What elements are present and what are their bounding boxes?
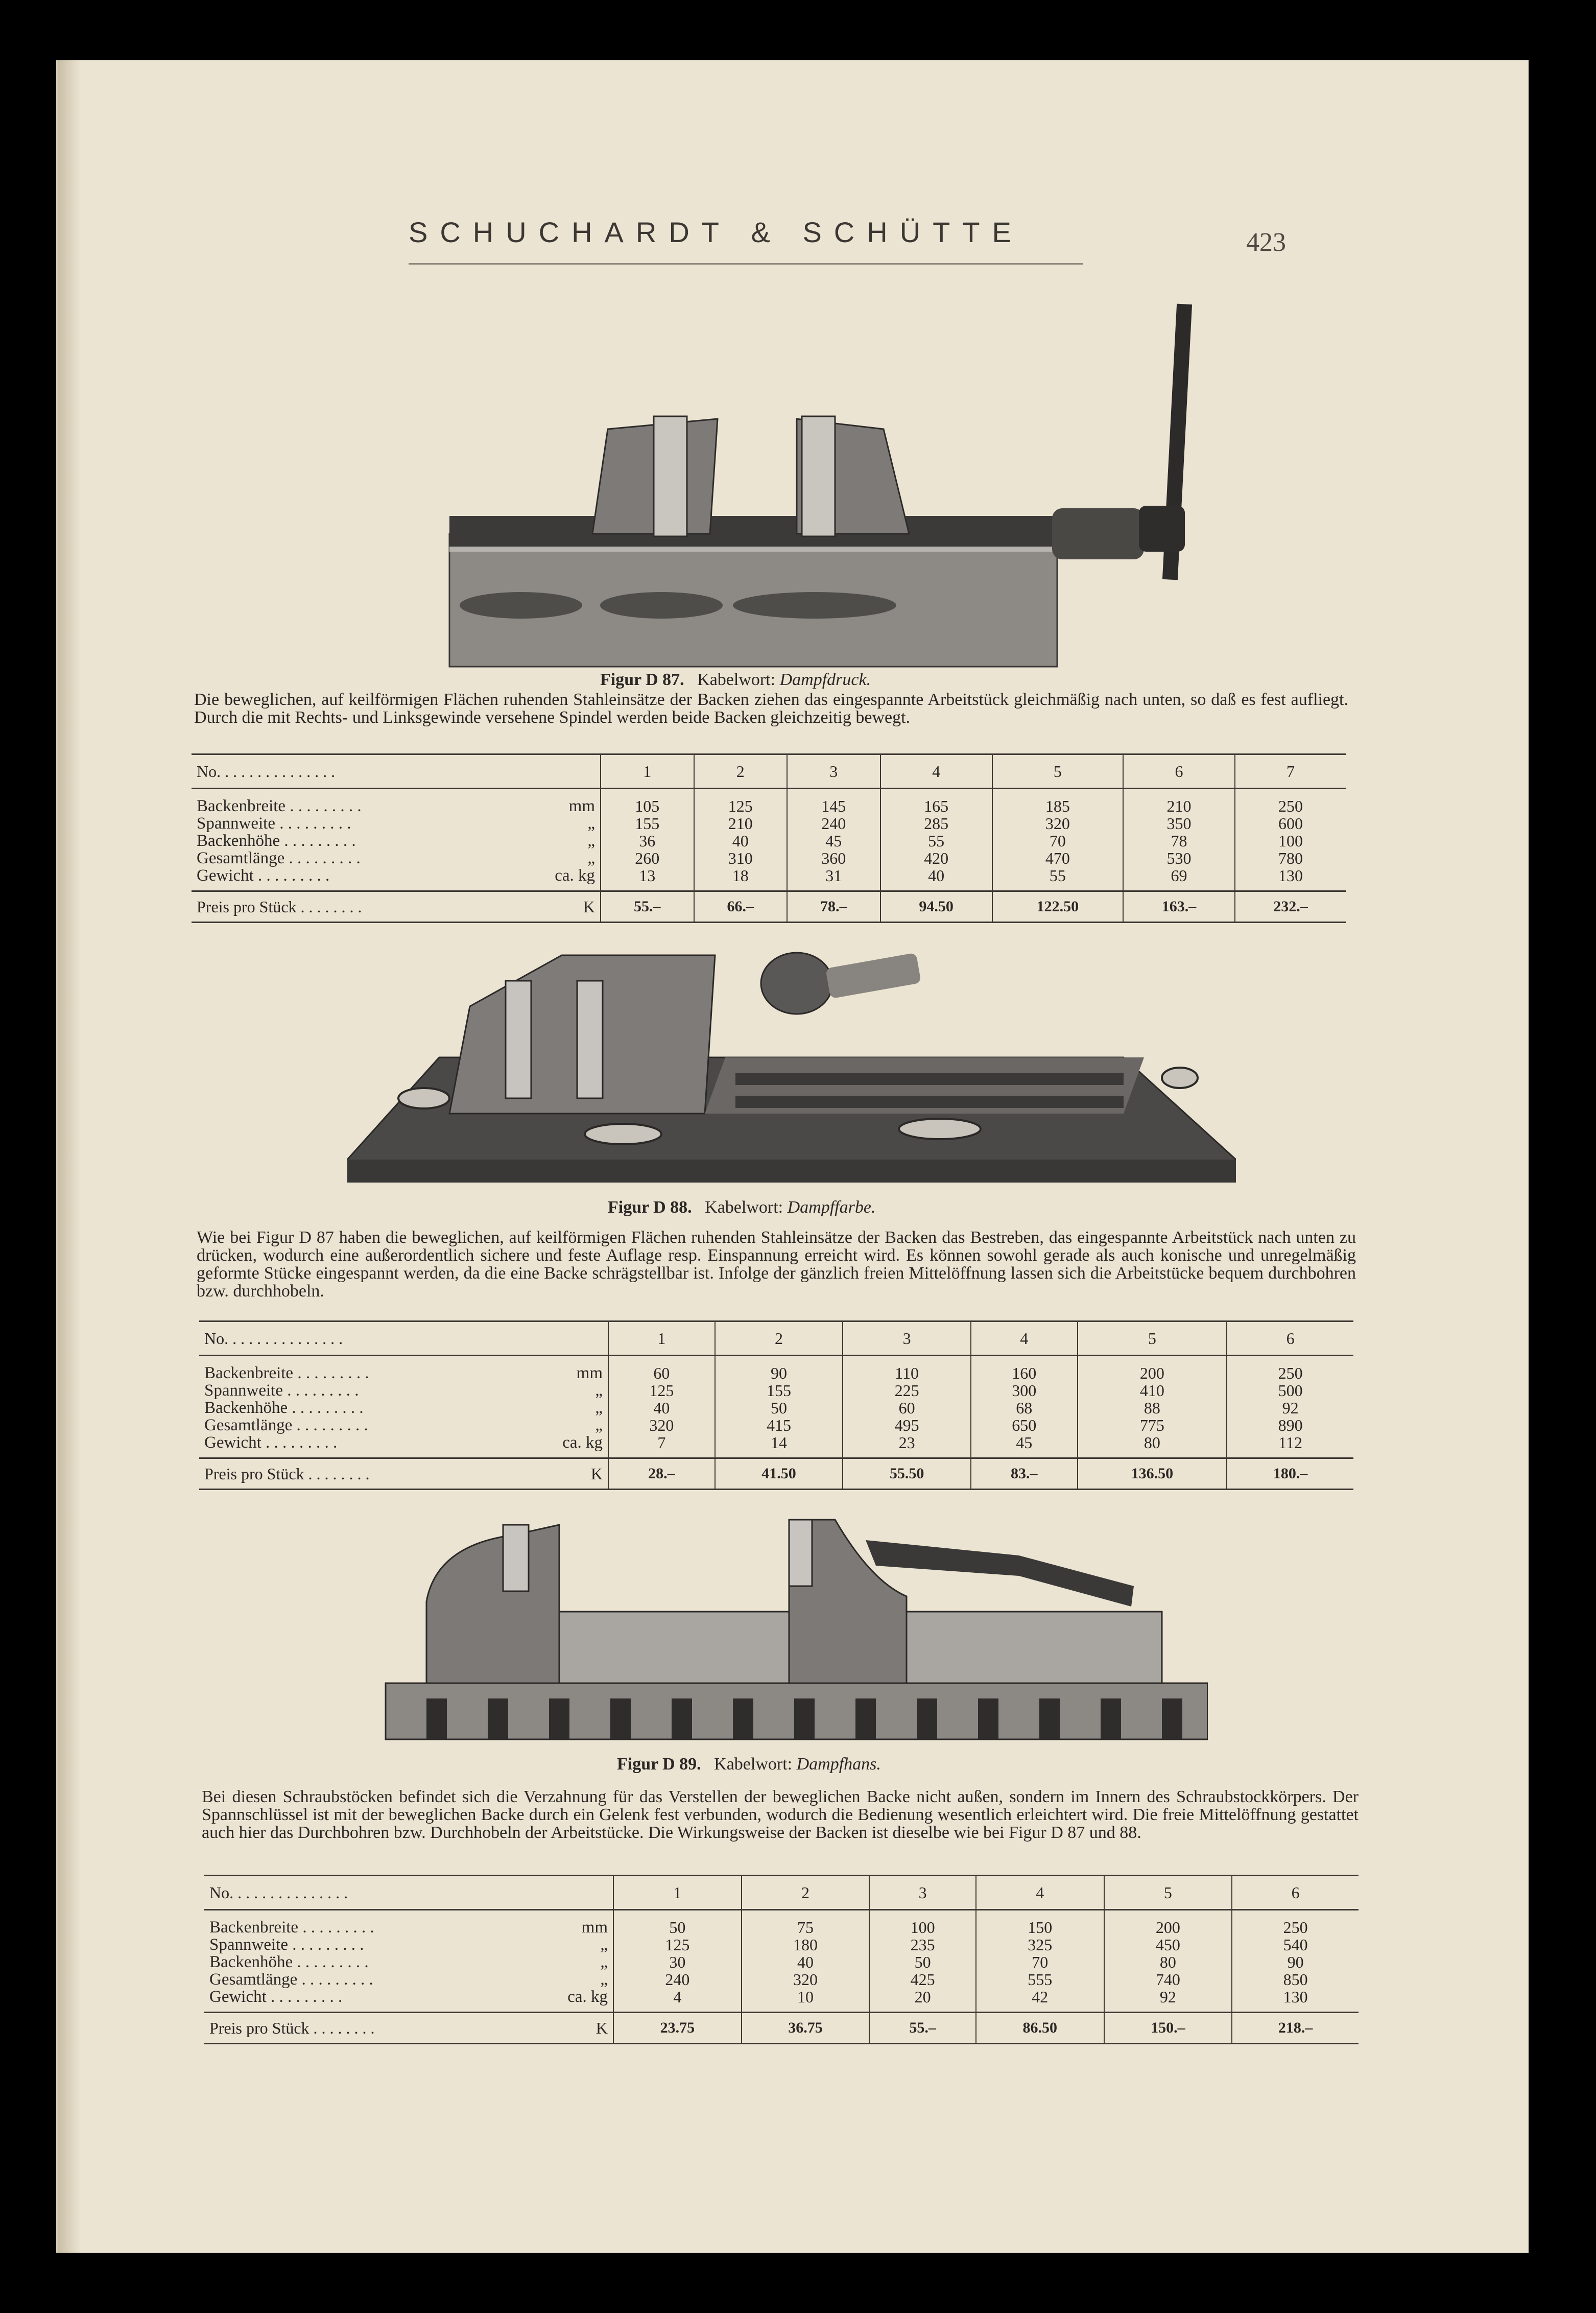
cell: 420 (924, 849, 949, 867)
unit: „ (587, 849, 595, 867)
cell: 70 (1049, 832, 1066, 850)
cell: 250 (1278, 1364, 1303, 1382)
running-title: SCHUCHARDT & SCHÜTTE (409, 216, 1023, 248)
column-values (869, 1910, 976, 2013)
cell: 165 (924, 797, 949, 815)
running-header (409, 174, 1083, 265)
row-label-spannweite: Spannweite . . . . . . . . . (209, 1936, 364, 1954)
figure-d88-number: Figur D 88. (608, 1198, 692, 1217)
price-cell: 94.50 (880, 891, 992, 923)
cell: 200 (1155, 1918, 1180, 1937)
cell: 155 (766, 1381, 791, 1400)
column-values (1078, 1356, 1227, 1458)
cell: 320 (649, 1416, 674, 1434)
figure-d87-caption (600, 670, 871, 690)
cell: 30 (669, 1953, 686, 1971)
col-header: 4 (971, 1321, 1078, 1356)
cell: 88 (1144, 1399, 1160, 1417)
column-values (608, 1356, 715, 1458)
column-values (601, 789, 694, 891)
row-units (562, 1364, 603, 1451)
cell: 100 (1278, 832, 1303, 850)
cell: 92 (1282, 1399, 1299, 1417)
cell: 415 (766, 1416, 791, 1434)
page-number: 423 (1246, 228, 1286, 257)
cell: 20 (914, 1988, 931, 2006)
column-values (1227, 1356, 1353, 1458)
cell: 775 (1139, 1416, 1164, 1434)
cell: 555 (1028, 1970, 1053, 1989)
figure-d89-kabelwort: Dampfhans. (796, 1755, 881, 1774)
price-cell: 163.– (1123, 891, 1235, 923)
cell: 50 (669, 1918, 686, 1937)
price-label-cell (199, 1458, 608, 1490)
column-values (1235, 789, 1346, 891)
cell: 125 (665, 1936, 690, 1954)
cell: 650 (1012, 1416, 1037, 1434)
cell: 150 (1028, 1918, 1053, 1937)
cell: 80 (1144, 1433, 1160, 1452)
cell: 210 (1166, 797, 1192, 815)
row-labels-cell (192, 789, 601, 891)
column-values (1123, 789, 1235, 891)
cell: 42 (1032, 1988, 1049, 2006)
cell: 890 (1278, 1416, 1303, 1434)
figure-d88-vise-image (347, 945, 1236, 1190)
column-values (971, 1356, 1078, 1458)
column-values (715, 1356, 843, 1458)
price-row (199, 1458, 1353, 1490)
spec-table-d87 (192, 753, 1346, 923)
cell: 75 (797, 1918, 814, 1937)
cell: 425 (910, 1970, 935, 1989)
cell: 240 (821, 814, 846, 833)
currency: K (583, 898, 595, 916)
no-label: No. . . . . . . . . . . . . . . (192, 754, 601, 789)
cell: 55 (1049, 866, 1066, 885)
row-label-backenbreite: Backenbreite . . . . . . . . . (209, 1918, 374, 1937)
col-header: 3 (843, 1321, 971, 1356)
cell: 23 (898, 1433, 915, 1452)
cell: 90 (770, 1364, 787, 1382)
row-units (555, 797, 595, 884)
col-header: 3 (869, 1876, 976, 1910)
price-label: Preis pro Stück . . . . . . . . (209, 2019, 375, 2037)
cell: 50 (914, 1953, 931, 1971)
cell: 495 (894, 1416, 919, 1434)
cell: 45 (825, 832, 842, 850)
figure-d87-vise-image (439, 301, 1205, 669)
no-label: No. . . . . . . . . . . . . . . (204, 1876, 613, 1910)
row-labels-cell (204, 1910, 613, 2013)
figure-d89-caption (617, 1755, 881, 1774)
price-cell: 66.– (694, 891, 788, 923)
col-header: 4 (880, 754, 992, 789)
cell: 850 (1283, 1970, 1308, 1989)
spec-table-d89 (204, 1875, 1359, 2044)
column-values (1104, 1910, 1232, 2013)
row-label-backenbreite: Backenbreite . . . . . . . . . (197, 797, 362, 815)
price-cell: 23.75 (613, 2013, 742, 2044)
unit: mm (568, 797, 595, 815)
row-label-backenhoehe: Backenhöhe . . . . . . . . . (197, 832, 356, 850)
row-label-gewicht: Gewicht . . . . . . . . . (204, 1433, 338, 1452)
cell: 60 (653, 1364, 670, 1382)
cell: 10 (797, 1988, 814, 2006)
cell: 78 (1171, 832, 1187, 850)
figure-d87-kabelwort-label: Kabelwort: (697, 670, 776, 689)
column-values (742, 1910, 870, 2013)
cell: 180 (793, 1936, 818, 1954)
cell: 130 (1283, 1988, 1308, 2006)
column-values (992, 789, 1123, 891)
col-header: 6 (1227, 1321, 1353, 1356)
col-header: 3 (787, 754, 880, 789)
unit: mm (576, 1364, 603, 1382)
description-d88: Wie bei Figur D 87 haben die beweglichen, auf keilförmigen Flächen ruhenden Stahleinsätze der Backen das Bestreben, das eingespannte Arbeitstück nach unten zu drücken, wodurch eine außerordentlich sichere und feste Auflage resp. Einspannung erreicht wird. Es können sowohl gerade als auch konische und unregelmäßig geformte Stücke eingespannt werden, da die eine Backe schrägstellbar ist. Infolge der gänzlich freien Mittelöffnung lassen sich die Arbeitstücke bequem durchbohren bzw. durchhobeln. (197, 1228, 1356, 1301)
unit: ca. kg (555, 866, 595, 885)
col-header: 2 (694, 754, 788, 789)
cell: 50 (770, 1399, 787, 1417)
cell: 530 (1166, 849, 1192, 867)
cell: 90 (1287, 1953, 1304, 1971)
row-label-backenhoehe: Backenhöhe . . . . . . . . . (209, 1953, 369, 1971)
cell: 40 (797, 1953, 814, 1971)
unit: „ (600, 1970, 608, 1989)
figure-d88-kabelwort: Dampffarbe. (787, 1198, 876, 1217)
table-data-row (204, 1910, 1359, 2013)
cell: 285 (924, 814, 949, 833)
price-cell: 55.50 (843, 1458, 971, 1490)
figure-d87-number: Figur D 87. (600, 670, 684, 689)
cell: 100 (910, 1918, 935, 1937)
cell: 160 (1012, 1364, 1037, 1382)
cell: 240 (665, 1970, 690, 1989)
row-labels-cell (199, 1356, 608, 1458)
column-values (694, 789, 788, 891)
cell: 410 (1139, 1381, 1164, 1400)
row-label-gesamtlaenge: Gesamtlänge . . . . . . . . . (197, 849, 361, 867)
currency: K (590, 1465, 603, 1483)
cell: 300 (1012, 1381, 1037, 1400)
price-cell: 55.– (869, 2013, 976, 2044)
cell: 350 (1166, 814, 1192, 833)
cell: 110 (895, 1364, 919, 1382)
cell: 125 (728, 797, 753, 815)
price-cell: 36.75 (742, 2013, 870, 2044)
page-spine-shadow (58, 60, 81, 2253)
row-label-gewicht: Gewicht . . . . . . . . . (197, 866, 330, 885)
cell: 105 (635, 797, 660, 815)
column-values (1232, 1910, 1359, 2013)
cell: 45 (1016, 1433, 1033, 1452)
price-cell: 150.– (1104, 2013, 1232, 2044)
cell: 250 (1283, 1918, 1308, 1937)
price-cell: 180.– (1227, 1458, 1353, 1490)
cell: 780 (1278, 849, 1303, 867)
unit: „ (600, 1936, 608, 1954)
cell: 125 (649, 1381, 674, 1400)
figure-d87-kabelwort: Dampfdruck. (779, 670, 871, 689)
price-row (192, 891, 1346, 923)
cell: 55 (928, 832, 945, 850)
cell: 80 (1159, 1953, 1176, 1971)
col-header: 6 (1232, 1876, 1359, 1910)
cell: 320 (793, 1970, 818, 1989)
price-label: Preis pro Stück . . . . . . . . (204, 1465, 370, 1483)
cell: 40 (928, 866, 945, 885)
cell: 68 (1016, 1399, 1033, 1417)
price-cell: 232.– (1235, 891, 1346, 923)
unit: ca. kg (562, 1433, 603, 1452)
price-cell: 86.50 (976, 2013, 1104, 2044)
cell: 235 (910, 1936, 935, 1954)
cell: 310 (728, 849, 753, 867)
description-d89: Bei diesen Schraubstöcken befindet sich die Verzahnung für das Verstellen der beweglichen Backe nicht außen, sondern im Innern des Schraubstockkörpers. Der Spannschlüssel ist mit der beweglichen Backe durch ein Gelenk fest verbunden, wodurch die Bedienung wesentlich erleichtert wird. Die freie Mittelöffnung gestattet auch hier das Durchbohren bzw. Durchhobeln der Arbeitstücke. Die Wirkungsweise der Backen ist dieselbe wie bei Figur D 87 und 88. (202, 1787, 1359, 1842)
cell: 260 (635, 849, 660, 867)
price-cell: 83.– (971, 1458, 1078, 1490)
row-labels (204, 1364, 369, 1451)
row-label-gewicht: Gewicht . . . . . . . . . (209, 1988, 343, 2006)
row-labels (209, 1919, 374, 2005)
col-header: 2 (742, 1876, 870, 1910)
cell: 4 (673, 1988, 682, 2006)
no-label: No. . . . . . . . . . . . . . . (199, 1321, 608, 1356)
col-header: 6 (1123, 754, 1235, 789)
price-label: Preis pro Stück . . . . . . . . (197, 898, 362, 916)
unit: mm (581, 1918, 608, 1937)
figure-d89-kabelwort-label: Kabelwort: (714, 1755, 793, 1774)
row-units (567, 1919, 608, 2005)
cell: 540 (1283, 1936, 1308, 1954)
unit: „ (595, 1416, 603, 1434)
row-label-backenbreite: Backenbreite . . . . . . . . . (204, 1364, 369, 1382)
col-header: 4 (976, 1876, 1104, 1910)
figure-d88-caption (608, 1198, 875, 1217)
table-header-row (192, 754, 1346, 789)
currency: K (595, 2019, 608, 2037)
col-header: 1 (601, 754, 694, 789)
col-header: 2 (715, 1321, 843, 1356)
cell: 320 (1045, 814, 1070, 833)
cell: 200 (1139, 1364, 1164, 1382)
description-d87: Die beweglichen, auf keilförmigen Flächen ruhenden Stahleinsätze der Backen ziehen das eingespannte Arbeitstück gleichmäßig nach unten, so daß es fest aufliegt. Durch die mit Rechts- und Linksgewinde versehene Spindel werden beide Backen gleichzeitig bewegt. (194, 690, 1348, 727)
unit: „ (595, 1399, 603, 1417)
price-cell: 28.– (608, 1458, 715, 1490)
col-header: 5 (992, 754, 1123, 789)
figure-d88-kabelwort-label: Kabelwort: (705, 1198, 783, 1217)
cell: 740 (1155, 1970, 1180, 1989)
column-values (880, 789, 992, 891)
spec-table-d88 (199, 1320, 1353, 1490)
row-label-gesamtlaenge: Gesamtlänge . . . . . . . . . (209, 1970, 373, 1989)
table-header-row (204, 1876, 1359, 1910)
unit: „ (595, 1381, 603, 1400)
cell: 14 (770, 1433, 787, 1452)
col-header: 7 (1235, 754, 1346, 789)
price-cell: 41.50 (715, 1458, 843, 1490)
col-header: 1 (613, 1876, 742, 1910)
price-cell: 218.– (1232, 2013, 1359, 2044)
figure-d89-number: Figur D 89. (617, 1755, 701, 1774)
unit: „ (587, 832, 595, 850)
price-label-cell (204, 2013, 613, 2044)
row-labels (197, 797, 362, 884)
price-cell: 55.– (601, 891, 694, 923)
column-values (787, 789, 880, 891)
price-cell: 136.50 (1078, 1458, 1227, 1490)
unit: „ (600, 1953, 608, 1971)
cell: 155 (635, 814, 660, 833)
cell: 69 (1171, 866, 1187, 885)
cell: 18 (732, 866, 749, 885)
table-data-row (192, 789, 1346, 891)
row-label-spannweite: Spannweite . . . . . . . . . (204, 1381, 359, 1400)
cell: 600 (1278, 814, 1303, 833)
cell: 70 (1032, 1953, 1049, 1971)
price-row (204, 2013, 1359, 2044)
cell: 40 (732, 832, 749, 850)
cell: 450 (1155, 1936, 1180, 1954)
table-data-row (199, 1356, 1353, 1458)
column-values (613, 1910, 742, 2013)
column-values (976, 1910, 1104, 2013)
table-header-row (199, 1321, 1353, 1356)
price-cell: 78.– (787, 891, 880, 923)
cell: 112 (1278, 1433, 1302, 1452)
unit: ca. kg (567, 1988, 608, 2006)
cell: 360 (821, 849, 846, 867)
cell: 60 (898, 1399, 915, 1417)
cell: 225 (894, 1381, 919, 1400)
cell: 250 (1278, 797, 1303, 815)
cell: 470 (1045, 849, 1070, 867)
row-label-gesamtlaenge: Gesamtlänge . . . . . . . . . (204, 1416, 368, 1434)
cell: 145 (821, 797, 846, 815)
col-header: 1 (608, 1321, 715, 1356)
figure-d89-vise-image (380, 1509, 1208, 1750)
cell: 36 (639, 832, 656, 850)
cell: 40 (653, 1399, 670, 1417)
cell: 92 (1159, 1988, 1176, 2006)
cell: 185 (1045, 797, 1070, 815)
price-cell: 122.50 (992, 891, 1123, 923)
row-label-backenhoehe: Backenhöhe . . . . . . . . . (204, 1399, 364, 1417)
cell: 210 (728, 814, 753, 833)
cell: 31 (825, 866, 842, 885)
row-label-spannweite: Spannweite . . . . . . . . . (197, 814, 351, 833)
col-header: 5 (1104, 1876, 1232, 1910)
column-values (843, 1356, 971, 1458)
cell: 130 (1278, 866, 1303, 885)
price-label-cell (192, 891, 601, 923)
cell: 325 (1028, 1936, 1053, 1954)
unit: „ (587, 814, 595, 833)
cell: 13 (639, 866, 656, 885)
cell: 500 (1278, 1381, 1303, 1400)
col-header: 5 (1078, 1321, 1227, 1356)
cell: 7 (657, 1433, 666, 1452)
